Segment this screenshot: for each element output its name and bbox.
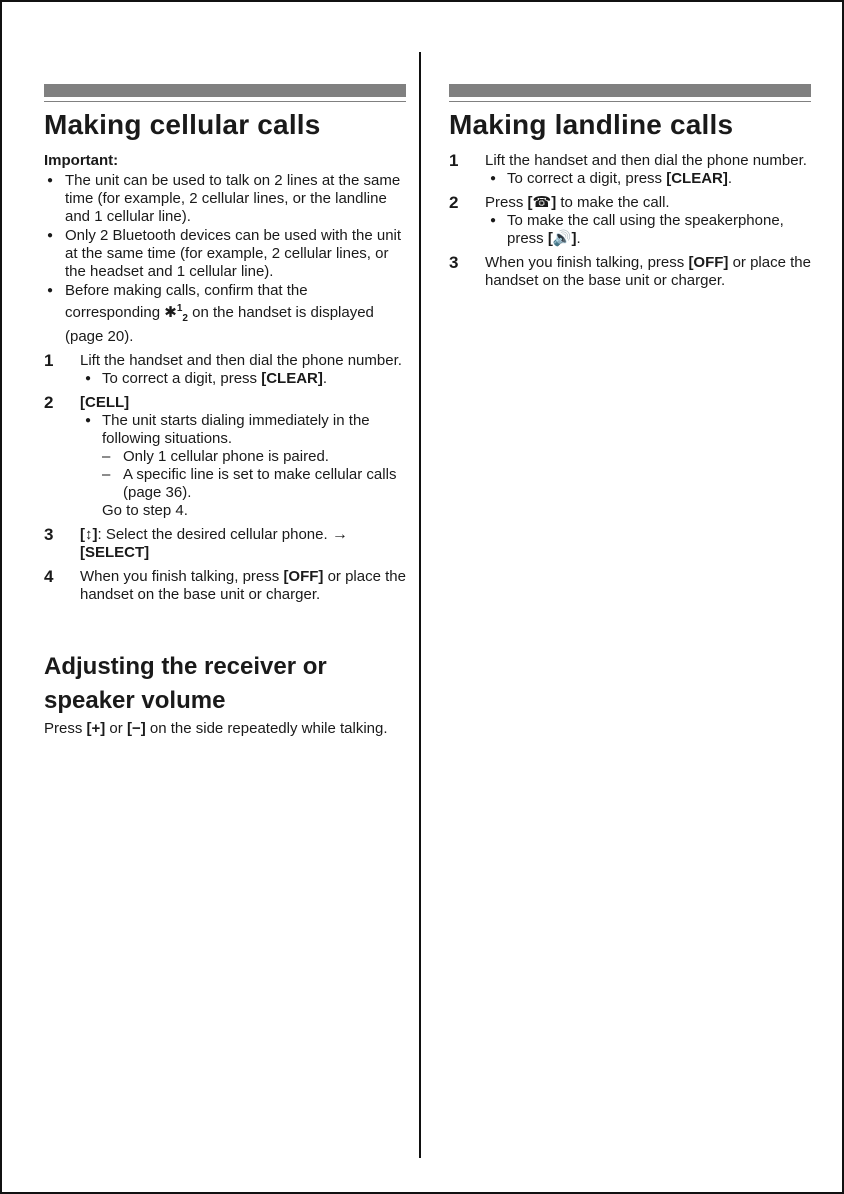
step-number: 2 (44, 393, 54, 412)
step-item (44, 352, 406, 388)
right-column (449, 84, 811, 296)
note-item (44, 282, 406, 346)
sub-text: To make the call using the speakerphone, press (507, 212, 784, 247)
step-sub-list (485, 170, 811, 188)
step-text: or place the handset on the base unit or charger. (485, 254, 811, 289)
volume-heading: Adjusting the receiver or speaker volume (44, 653, 327, 714)
step-text: When you finish talking, press (80, 568, 284, 585)
speakerphone-key-icon: [🔊] (547, 230, 577, 247)
sub-text: To correct a digit, press (102, 370, 262, 387)
landline-steps (449, 152, 811, 290)
step-sub-list (80, 370, 406, 388)
sub-text: . (322, 370, 328, 387)
bluetooth-line-icon (164, 303, 188, 324)
note-text: Before making calls, confirm that the corresponding (65, 282, 308, 321)
note-item: ● Only 2 Bluetooth devices can be used with the unit at the same time (for example, 2 cellular lines, or the headset and 1 cellular line). (44, 227, 406, 281)
step-text: : Select the desired cellular phone. (97, 526, 332, 543)
clear-key: [CLEAR] (261, 370, 323, 387)
step-number: 2 (449, 193, 459, 212)
talk-key-icon: [☎] (527, 194, 557, 211)
step-number: 3 (44, 525, 54, 544)
step-text: Lift the handset and then dial the phone number. (485, 152, 807, 169)
step-text: Lift the handset and then dial the phone number. (80, 352, 402, 369)
step-item (44, 526, 406, 562)
plus-key: [+] (86, 720, 106, 737)
important-notes (44, 172, 406, 346)
off-key: [OFF] (283, 568, 324, 585)
minus-key: [−] (126, 720, 146, 737)
step-item (44, 568, 406, 604)
cellular-steps (44, 352, 406, 604)
bluetooth-glyph: ✱ (164, 304, 177, 321)
page-title: Making cellular calls (44, 109, 321, 140)
sub-item (80, 370, 406, 388)
left-column (44, 84, 406, 738)
column-divider (419, 52, 421, 1158)
section-bar (449, 84, 811, 97)
step-number: 1 (449, 151, 459, 170)
sub-text: The unit starts dialing immediately in the following situations. (102, 412, 370, 447)
step-text: When you finish talking, press (485, 254, 689, 271)
step-text: to make the call. (556, 194, 670, 211)
select-key: [SELECT] (80, 544, 150, 561)
sub-text: To correct a digit, press (507, 170, 667, 187)
step-number: 4 (44, 567, 54, 586)
sub-item (485, 170, 811, 188)
step-item (449, 194, 811, 248)
section-rule (44, 101, 406, 102)
bluetooth-sup: 1 (176, 303, 183, 314)
sub-item (80, 412, 406, 502)
note-item: ● The unit can be used to talk on 2 lines at the same time (for example, 2 cellular lines, or the landline and 1 cellular line). (44, 172, 406, 226)
section-rule (449, 101, 811, 102)
note-text: on the handset is displayed (page 20). (65, 304, 374, 345)
dash-item: – A specific line is set to make cellular calls (page 36). (102, 466, 406, 502)
volume-text-part: Press (44, 720, 87, 737)
off-key: [OFF] (688, 254, 729, 271)
page-title: Making landline calls (449, 109, 734, 140)
step-item (449, 152, 811, 188)
clear-key: [CLEAR] (666, 170, 728, 187)
step-sub-list (80, 412, 406, 502)
sub-item (485, 212, 811, 248)
bluetooth-sub: 2 (182, 313, 188, 324)
step-item (44, 394, 406, 520)
step-number: 3 (449, 253, 459, 272)
arrow-right-icon: → (331, 526, 348, 543)
dash-list (102, 448, 406, 502)
navigator-key-icon: [↕] (80, 526, 98, 543)
volume-text (44, 720, 406, 738)
sub-text: . (727, 170, 733, 187)
step-item (449, 254, 811, 290)
step-note: Go to step 4. (102, 502, 188, 519)
step-number: 1 (44, 351, 54, 370)
important-label: Important: (44, 152, 119, 169)
step-sub-list (485, 212, 811, 248)
step-text: or place the handset on the base unit or charger. (80, 568, 406, 603)
cell-key: [CELL] (80, 394, 130, 411)
sub-text: . (576, 230, 581, 247)
volume-text-part: or (105, 720, 127, 737)
dash-item: – Only 1 cellular phone is paired. (102, 448, 406, 466)
volume-text-part: on the side repeatedly while talking. (145, 720, 388, 737)
section-bar (44, 84, 406, 97)
step-text: Press (485, 194, 528, 211)
